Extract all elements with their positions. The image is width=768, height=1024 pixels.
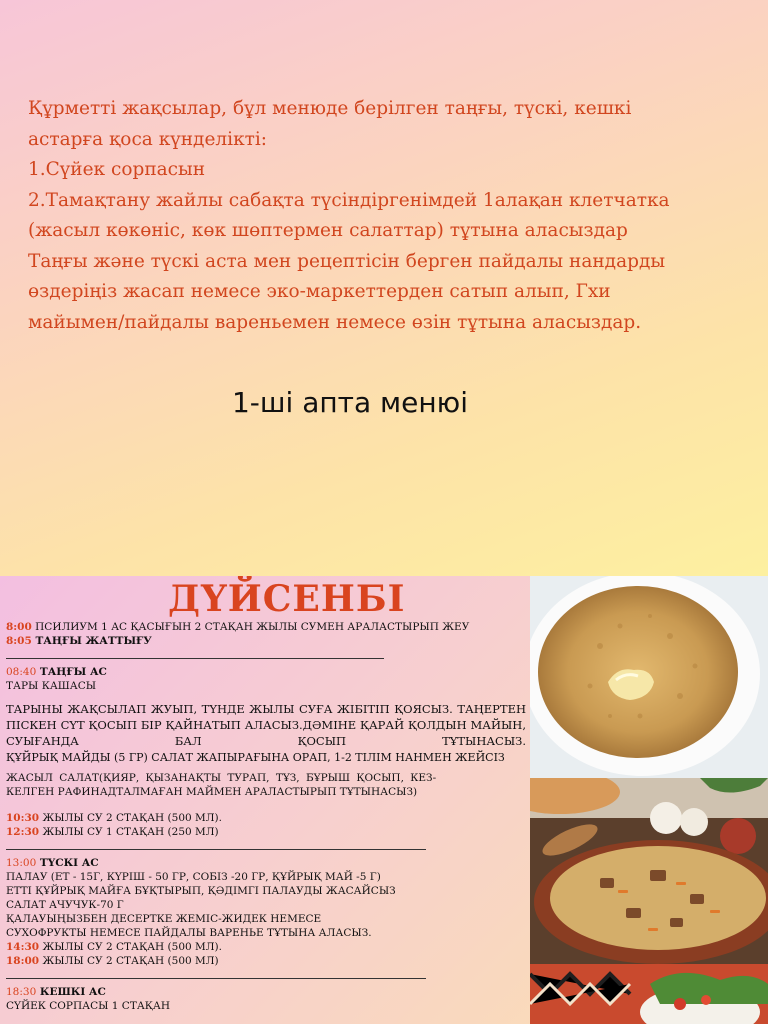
spacer <box>6 693 526 701</box>
intro-line: өздеріңіз жасап немесе эко-маркеттерден сатып алып, Гхи <box>28 281 611 302</box>
spacer <box>6 799 526 811</box>
menu-text: ПСИЛИУМ 1 АС ҚАСЫҒЫН 2 СТАҚАН ЖЫЛЫ СУМЕН АРАЛАСТЫРЫП ЖЕУ <box>31 621 470 633</box>
porridge-bowl-icon <box>530 576 768 778</box>
menu-line <box>6 985 526 999</box>
time-label: 18:30 <box>6 986 37 998</box>
intro-text <box>28 94 738 338</box>
divider <box>6 839 426 850</box>
time-label: 14:30 <box>6 941 40 953</box>
intro-line: Құрметті жақсылар, бұл менюде берілген таңғы, түскі, кешкі <box>28 98 632 119</box>
menu-line <box>6 620 526 634</box>
salad-dish-icon <box>530 964 768 1024</box>
time-label: 08:40 <box>6 666 37 678</box>
meal-label: КЕШКІ АС <box>36 986 106 998</box>
meal-label: ТАҢҒЫ АС <box>36 666 107 678</box>
day-menu-section <box>0 576 768 1024</box>
menu-line <box>6 856 526 870</box>
time-label: 13:00 <box>6 857 37 869</box>
meal-label: ТҮСКІ АС <box>36 857 99 869</box>
time-label: 12:30 <box>6 826 40 838</box>
menu-line <box>6 940 526 954</box>
menu-text: ЖЫЛЫ СУ 2 СТАҚАН (500 МЛ) <box>39 955 219 967</box>
divider <box>6 968 426 979</box>
menu-line <box>6 954 526 968</box>
intro-line: 1.Сүйек сорпасын <box>28 159 206 180</box>
menu-text: ҚАЛАУЫҢЫЗБЕН ДЕСЕРТКЕ ЖЕМІС-ЖИДЕК НЕМЕСЕ <box>6 913 322 925</box>
time-label: 10:30 <box>6 812 40 824</box>
intro-line: майымен/пайдалы вареньемен немесе өзін тұтына аласыздар. <box>28 311 642 333</box>
time-label: 8:00 <box>6 621 32 633</box>
menu-text: КЕЛГЕН РАФИНАДТАЛМАҒАН МАЙМЕН АРАЛАСТЫРЫП ТҰТЫНАСЫЗ) <box>6 786 418 798</box>
menu-line <box>6 665 526 679</box>
menu-text: ҚҰЙРЫҚ МАЙДЫ (5 ГР) САЛАТ ЖАПЫРАҒЫНА ОРАП, 1-2 ТІЛІМ НАНМЕН ЖЕЙСІЗ <box>6 751 505 764</box>
menu-text: ЖАСЫЛ САЛАТ(ҚИЯР, ҚЫЗАНАҚТЫ ТУРАП, ТҰЗ, БҰРЫШ ҚОСЫП, КЕЗ- <box>6 772 437 784</box>
divider <box>6 648 384 659</box>
menu-text: СУХОФРУКТЫ НЕМЕСЕ ПАЙДАЛЫ ВАРЕНЬЕ ТҰТЫНА АЛАСЫЗ. <box>6 927 372 939</box>
menu-text: СҮЙЕК СОРПАСЫ 1 СТАҚАН <box>6 1000 171 1012</box>
menu-text: ПАЛАУ (ЕТ - 15Г, КҮРІШ - 50 ГР, СОБІЗ -20 ГР, ҚҰЙРЫҚ МАЙ -5 Г) <box>6 871 381 883</box>
dish-name: ТАРЫ КАШАСЫ <box>6 680 97 692</box>
food-photos <box>530 576 768 1024</box>
porridge-photo <box>530 576 768 778</box>
menu-line <box>6 811 526 825</box>
menu-text: САЛАТ АЧУЧУК-70 Г <box>6 899 124 911</box>
time-label: 8:05 <box>6 635 32 647</box>
intro-line: Таңғы және түскі аста мен рецептісін берген пайдалы нандарды <box>28 250 666 272</box>
menu-list <box>6 620 526 1013</box>
plov-dish-icon <box>530 778 768 964</box>
salad-photo <box>530 964 768 1024</box>
menu-text: ЕТТІ ҚҰЙРЫҚ МАЙҒА БҰҚТЫРЫП, ҚӘДІМГІ ПАЛАУДЫ ЖАСАЙСЫЗ <box>6 885 396 897</box>
time-label: 18:00 <box>6 955 40 967</box>
plov-photo <box>530 778 768 964</box>
menu-line <box>6 825 526 839</box>
menu-text: ЖЫЛЫ СУ 2 СТАҚАН (500 МЛ). <box>39 812 222 824</box>
menu-text: ТАҢҒЫ ЖАТТЫҒУ <box>31 635 152 647</box>
week-title: 1-ші апта менюі <box>231 386 469 419</box>
menu-text: ЖЫЛЫ СУ 2 СТАҚАН (500 МЛ). <box>39 941 222 953</box>
recipe-text: ТАРЫНЫ ЖАҚСЫЛАП ЖУЫП, ТҮНДЕ ЖЫЛЫ СУҒА ЖІБІТІП ҚОЯСЫЗ. ТАҢЕРТЕН ПІСКЕН СҮТ ҚОСЫП БІР ҚАЙНАТЫП АЛАСЫЗ.ДӘМІНЕ ҚАРАЙ ҚОЛДЫН МАЙЫН, СУЫҒАНДА БАЛ ҚОСЫП ТҰТЫНАСЫЗ. <box>6 702 526 748</box>
menu-line <box>6 634 526 648</box>
intro-line: 2.Тамақтану жайлы сабақта түсіндіргенімдей 1алақан клетчатка <box>28 189 670 211</box>
intro-line: астарға қоса күнделікті: <box>28 128 268 150</box>
day-title: ДҮЙСЕНБІ <box>168 578 406 620</box>
intro-line: (жасыл көкөніс, көк шөптермен салаттар) тұтына аласыздар <box>28 220 628 241</box>
menu-text: ЖЫЛЫ СУ 1 СТАҚАН (250 МЛ) <box>39 826 219 838</box>
